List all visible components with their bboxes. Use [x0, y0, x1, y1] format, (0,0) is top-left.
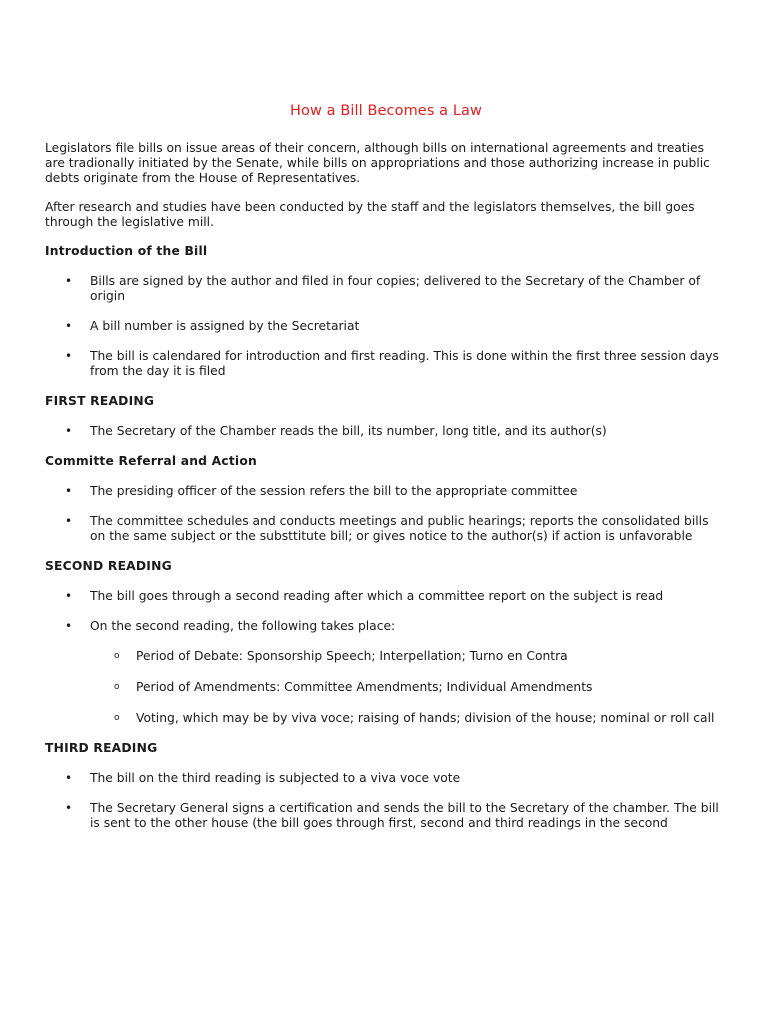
list-item — [45, 589, 727, 604]
section-heading: Introduction of the Bill — [45, 244, 208, 258]
list-item-text: The bill goes through a second reading after which a committee report on the subject is read — [90, 589, 664, 603]
bullet-icon: • — [65, 589, 73, 603]
section-heading: THIRD READING — [45, 741, 158, 755]
document-page — [45, 103, 727, 846]
bullet-list — [45, 771, 727, 831]
list-item — [45, 484, 727, 499]
sub-list-item — [90, 711, 727, 726]
bullet-icon: • — [65, 274, 73, 288]
bullet-icon: • — [65, 514, 73, 528]
section-second-reading — [45, 559, 727, 726]
bullet-icon: • — [65, 349, 73, 363]
circle-bullet-icon: o — [114, 651, 120, 661]
list-item-text: The bill is calendared for introduction and first reading. This is done within the first three session days from the day it is filed — [90, 349, 719, 378]
bullet-icon: • — [65, 801, 73, 815]
list-item — [45, 319, 727, 334]
document-title: How a Bill Becomes a Law — [289, 103, 483, 119]
bullet-list — [45, 424, 727, 439]
bullet-icon: • — [65, 319, 73, 333]
list-item-text: On the second reading, the following takes place: — [90, 619, 396, 633]
circle-bullet-icon: o — [114, 682, 120, 692]
sub-list-item — [90, 649, 727, 664]
list-item-text: The Secretary of the Chamber reads the bill, its number, long title, and its author(s) — [90, 424, 607, 438]
list-item — [45, 424, 727, 439]
list-item-text: The Secretary General signs a certification and sends the bill to the Secretary of the chamber. The bill is sent to the other house (the bill goes through first, second and third readings in the second — [90, 801, 719, 830]
bullet-list — [45, 589, 727, 726]
section-committee-referral — [45, 454, 727, 544]
section-heading: FIRST READING — [45, 394, 155, 408]
list-item-text: The bill on the third reading is subjected to a viva voce vote — [90, 771, 461, 785]
sub-list-item — [90, 680, 727, 695]
section-heading: Committe Referral and Action — [45, 454, 257, 468]
section-first-reading — [45, 394, 727, 439]
list-item — [45, 514, 727, 544]
section-heading: SECOND READING — [45, 559, 172, 573]
sub-list-item-text: Voting, which may be by viva voce; raising of hands; division of the house; nominal or roll call — [136, 711, 715, 725]
list-item-text: The presiding officer of the session refers the bill to the appropriate committee — [90, 484, 578, 498]
sub-bullet-list — [90, 649, 727, 726]
bullet-list — [45, 274, 727, 379]
list-item-text: The committee schedules and conducts meetings and public hearings; reports the consolidated bills on the same subject or the substtitute bill; or gives notice to the author(s) if action is unfavorable — [90, 514, 709, 543]
bullet-icon: • — [65, 424, 73, 438]
intro-paragraph: Legislators file bills on issue areas of their concern, although bills on international agreements and treaties are tradionally initiated by the Senate, while bills on appropriations and those authorizing increase in public debts originate from the House of Representatives. — [45, 141, 710, 185]
section-third-reading — [45, 741, 727, 831]
list-item — [45, 801, 727, 831]
list-item — [45, 274, 727, 304]
sub-list-item-text: Period of Amendments: Committee Amendments; Individual Amendments — [136, 680, 593, 694]
list-item — [45, 771, 727, 786]
bullet-icon: • — [65, 771, 73, 785]
bullet-list — [45, 484, 727, 544]
circle-bullet-icon: o — [114, 713, 120, 723]
sub-list-item-text: Period of Debate: Sponsorship Speech; Interpellation; Turno en Contra — [136, 649, 568, 663]
bullet-icon: • — [65, 484, 73, 498]
section-introduction — [45, 244, 727, 379]
list-item-text: A bill number is assigned by the Secretariat — [90, 319, 360, 333]
list-item — [45, 619, 727, 726]
intro-paragraph: After research and studies have been conducted by the staff and the legislators themselves, the bill goes through the legislative mill. — [45, 200, 695, 229]
list-item — [45, 349, 727, 379]
bullet-icon: • — [65, 619, 73, 633]
list-item-text: Bills are signed by the author and filed in four copies; delivered to the Secretary of the Chamber of origin — [90, 274, 701, 303]
